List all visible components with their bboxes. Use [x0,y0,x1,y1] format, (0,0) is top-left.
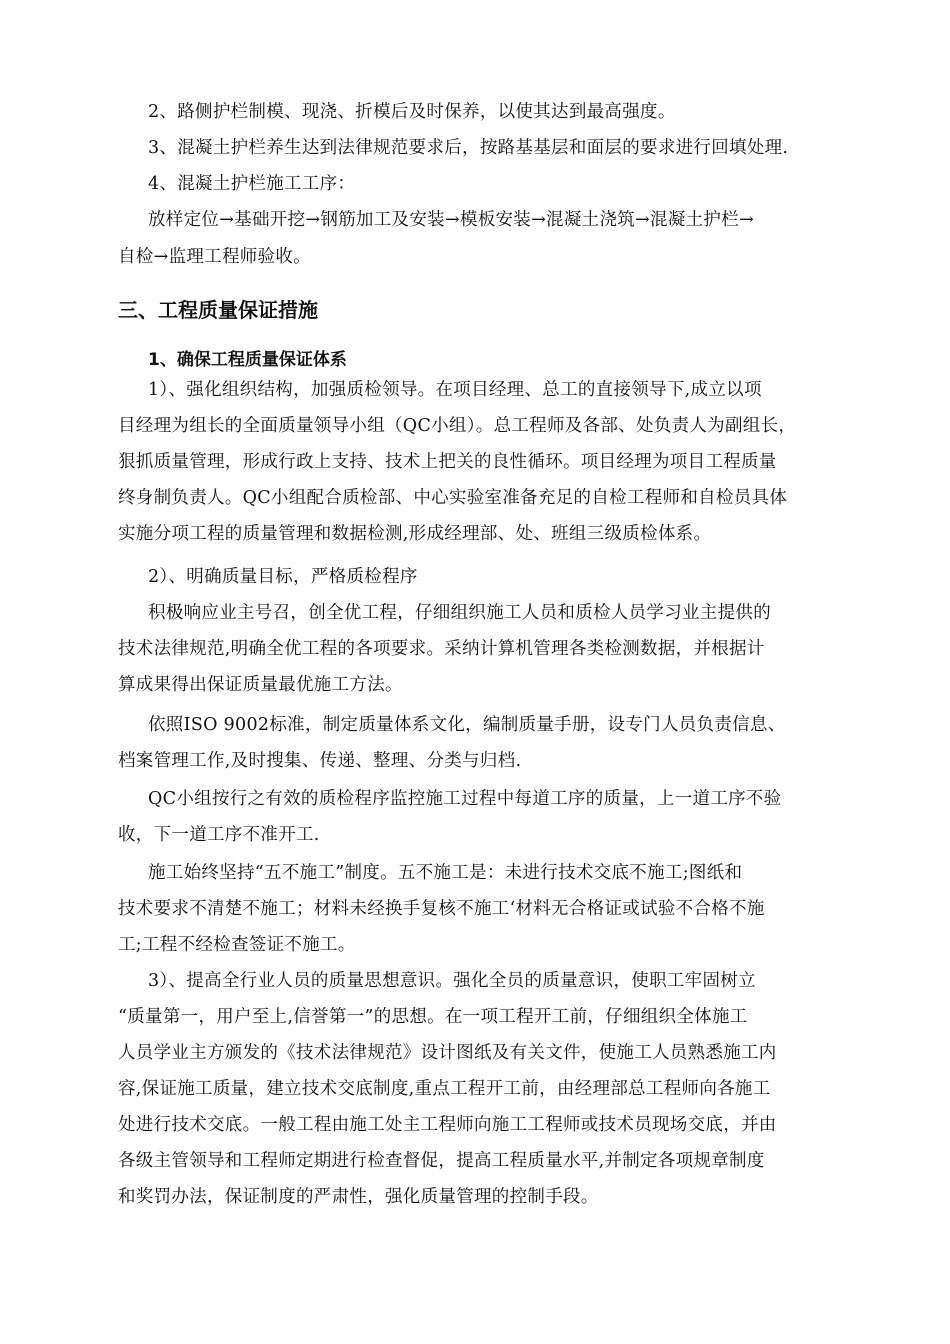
paragraph-line: 工;工程不经检查签证不施工。 [118,935,356,955]
paragraph-line: 处进行技术交底。一般工程由施工处主工程师向施工工程师或技术员现场交底，并由 [118,1115,777,1135]
paragraph-line: 容,保证施工质量，建立技术交底制度,重点工程开工前，由经理部总工程师向各施工 [118,1079,771,1099]
paragraph-line: 施工始终坚持“五不施工”制度。五不施工是：未进行技术交底不施工;图纸和 [148,863,743,883]
list-item-4: 4、混凝土护栏施工工序： [148,174,356,194]
paragraph-line: 1）、强化组织结构，加强质检领导。在项目经理、总工的直接领导下,成立以项 [148,380,762,400]
paragraph-line: 和奖罚办法，保证制度的严肃性，强化质量管理的控制手段。 [118,1187,599,1207]
list-item-3: 3、混凝土护栏养生达到法律规范要求后，按路基基层和面层的要求进行回填处理. [148,138,789,158]
section-heading: 三、工程质量保证措施 [118,298,318,322]
list-item-2: 2、路侧护栏制模、现浇、折模后及时保养，以使其达到最高强度。 [148,102,676,122]
paragraph-line: QC小组按行之有效的质检程序监控施工过程中每道工序的质量，上一道工序不验 [148,789,782,809]
paragraph-line: 档案管理工作,及时搜集、传递、整理、分类与归档. [118,751,522,771]
paragraph-line: 人员学业主方颁发的《技术法律规范》设计图纸及有关文件，使施工人员熟悉施工内 [118,1043,777,1063]
paragraph-line: 技术法律规范,明确全优工程的各项要求。采纳计算机管理各类检测数据，并根据计 [118,639,765,659]
paragraph-line: 收，下一道工序不准开工. [118,825,320,845]
paragraph-line: 技术要求不清楚不施工；材料未经换手复核不施工‘材料无合格证或试验不合格不施 [118,899,765,919]
paragraph-title: 2）、明确质量目标，严格质检程序 [148,567,418,587]
paragraph-line: 实施分项工程的质量管理和数据检测,形成经理部、处、班组三级质检体系。 [118,524,712,544]
paragraph-line: 依照ISO 9002标准，制定质量体系文化，编制质量手册，设专门人员负责信息、 [148,715,786,735]
paragraph-line: 各级主管领导和工程师定期进行检查督促，提高工程质量水平,并制定各项规章制度 [118,1151,765,1171]
paragraph-line: 终身制负责人。QC小组配合质检部、中心实验室准备充足的自检工程师和自检员具体 [118,488,788,508]
paragraph-line: 狠抓质量管理，形成行政上支持、技术上把关的良性循环。项目经理为项目工程质量 [118,452,777,472]
process-line-1: 放样定位→基础开挖→钢筋加工及安装→模板安装→混凝土浇筑→混凝土护栏→ [148,210,754,230]
paragraph-line: “质量第一，用户至上,信誉第一”的思想。在一项工程开工前，仔细组织全体施工 [118,1007,748,1027]
paragraph-line: 3）、提高全行业人员的质量思想意识。强化全员的质量意识，使职工牢固树立 [148,971,756,991]
paragraph-line: 目经理为组长的全面质量领导小组（QC小组）。总工程师及各部、处负责人为副组长， [118,416,797,436]
paragraph-line: 算成果得出保证质量最优施工方法。 [118,675,403,695]
process-line-2: 自检→监理工程师验收。 [118,247,311,267]
subsection-heading: 1、确保工程质量保证体系 [148,350,347,370]
paragraph-line: 积极响应业主号召，创全优工程，仔细组织施工人员和质检人员学习业主提供的 [148,603,771,623]
